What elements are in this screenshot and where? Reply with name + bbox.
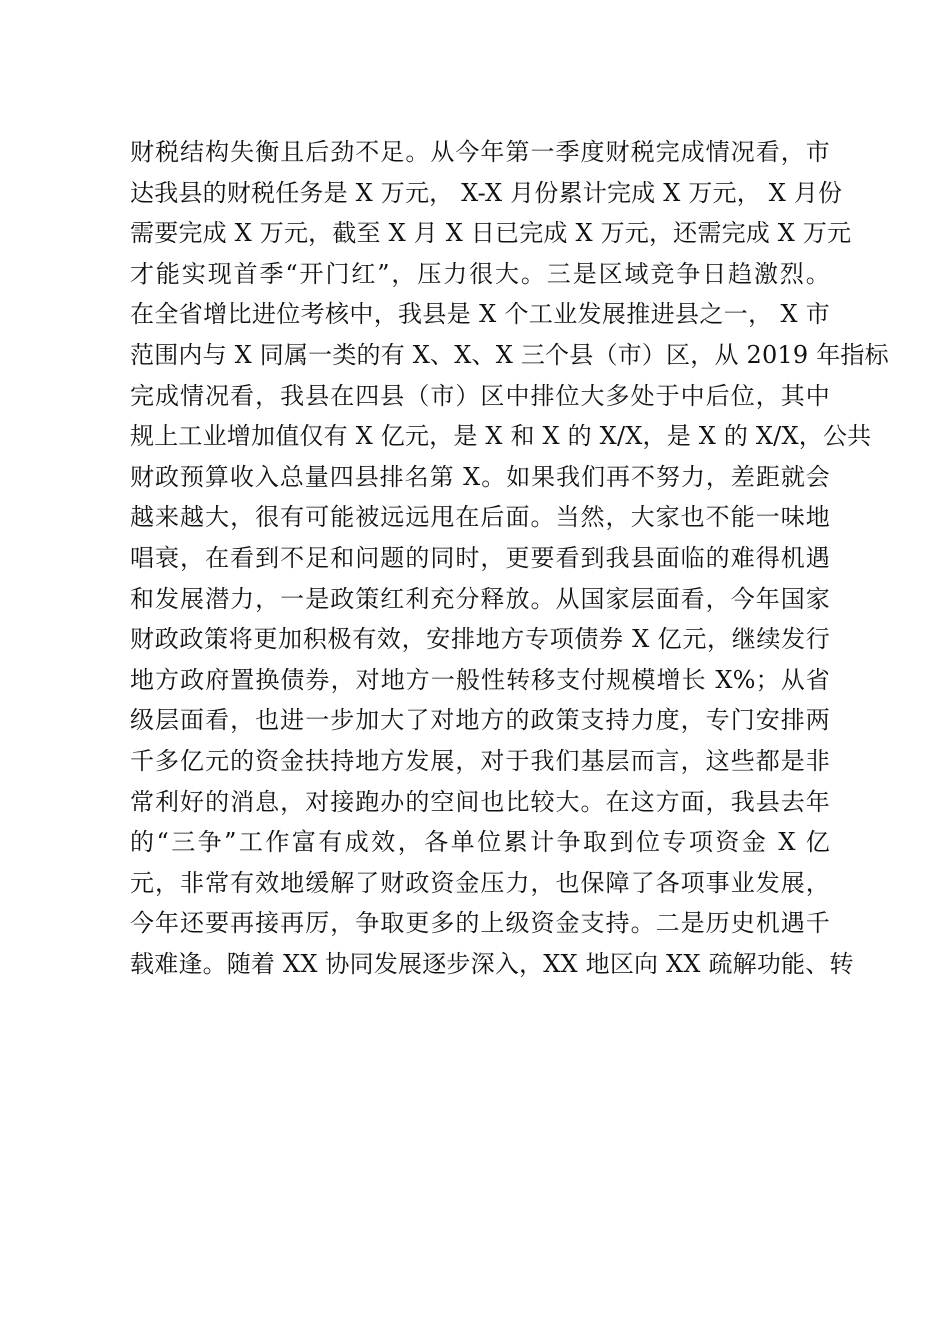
- text-line: 在全省增比进位考核中，我县是 X 个工业发展推进县之一， X 市: [130, 300, 830, 329]
- body-text: [130, 132, 889, 984]
- text-line: 元，非常有效地缓解了财政资金压力，也保障了各项事业发展，: [130, 868, 830, 897]
- text-line: 财政政策将更加积极有效，安排地方专项债券 X 亿元，继续发行: [130, 625, 830, 654]
- text-line: 级层面看，也进一步加大了对地方的政策支持力度，专门安排两: [130, 706, 830, 735]
- text-line: 的“三争”工作富有成效，各单位累计争取到位专项资金 X 亿: [130, 828, 830, 857]
- text-line: 规上工业增加值仅有 X 亿元，是 X 和 X 的 X/X，是 X 的 X/X，公共: [130, 422, 872, 451]
- text-line: 和发展潜力，一是政策红利充分释放。从国家层面看，今年国家: [130, 584, 830, 613]
- text-line: 达我县的财税任务是 X 万元， X-X 月份累计完成 X 万元， X 月份: [130, 178, 843, 207]
- text-line: 越来越大，很有可能被远远甩在后面。当然，大家也不能一味地: [130, 503, 830, 532]
- text-line: 今年还要再接再厉，争取更多的上级资金支持。二是历史机遇千: [130, 909, 830, 938]
- text-line: 唱衰，在看到不足和问题的同时，更要看到我县面临的难得机遇: [130, 543, 830, 572]
- text-line: 需要完成 X 万元，截至 X 月 X 日已完成 X 万元，还需完成 X 万元: [130, 219, 852, 248]
- text-line: 范围内与 X 同属一类的有 X、X、X 三个县（市）区，从 2019 年指标: [130, 340, 889, 369]
- text-line: 完成情况看，我县在四县（市）区中排位大多处于中后位，其中: [130, 381, 830, 410]
- text-line: 才能实现首季“开门红”，压力很大。三是区域竞争日趋激烈。: [130, 259, 830, 288]
- text-line: 千多亿元的资金扶持地方发展，对于我们基层而言，这些都是非: [130, 746, 830, 775]
- text-line: 财政预算收入总量四县排名第 X。如果我们再不努力，差距就会: [130, 462, 830, 491]
- text-line: 常利好的消息，对接跑办的空间也比较大。在这方面，我县去年: [130, 787, 830, 816]
- text-line: 载难逢。随着 XX 协同发展逐步深入，XX 地区向 XX 疏解功能、转: [130, 949, 854, 978]
- text-line: 地方政府置换债券，对地方一般性转移支付规模增长 X%；从省: [130, 665, 830, 694]
- text-line: 财税结构失衡且后劲不足。从今年第一季度财税完成情况看，市: [130, 138, 830, 166]
